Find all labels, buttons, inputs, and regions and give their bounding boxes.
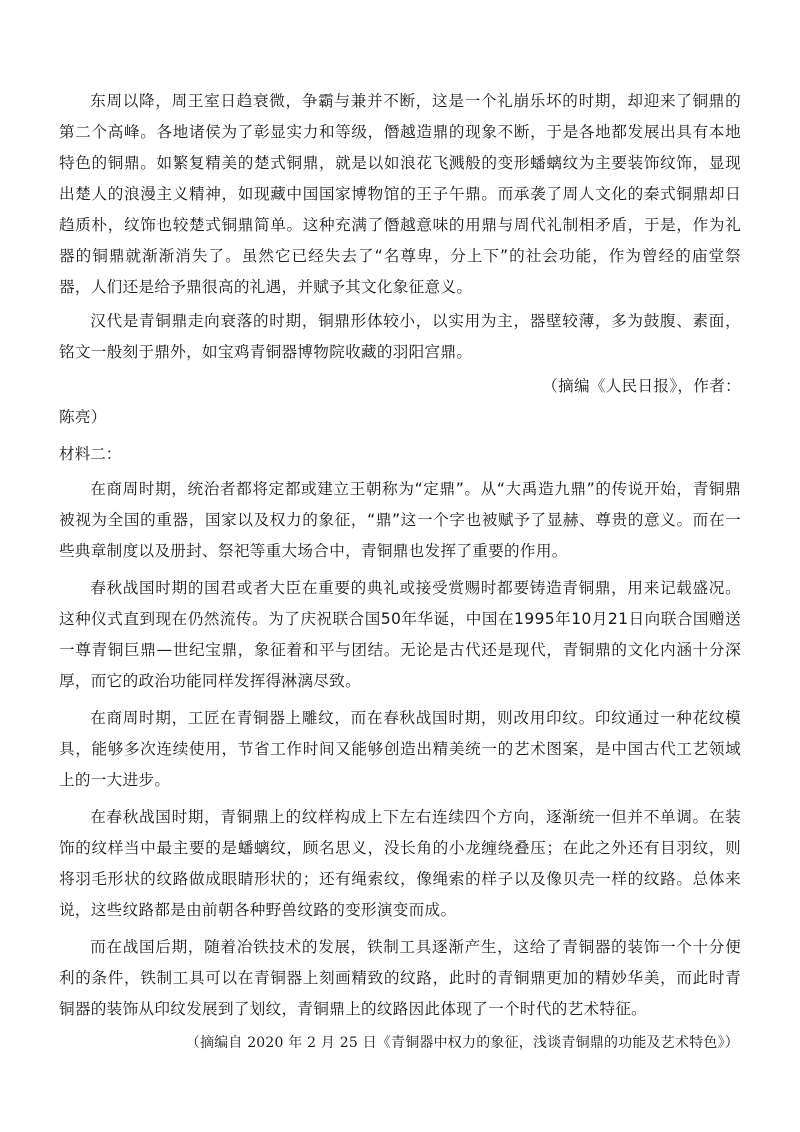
- material2-paragraph-1: 在商周时期，统治者都将定都或建立王朝称为“定鼎”。从“大禹造九鼎”的传说开始，青铜鼎被视为全国的重器，国家以及权力的象征，“鼎”这一个字也被赋予了显赫、尊贵的意义。而在一些典章制度以及册封、祭祀等重大场合中，青铜鼎也发挥了重要的作用。: [59, 480, 741, 560]
- material2-paragraph-5: 而在战国后期，随着冶铁技术的发展，铁制工具逐渐产生，这给了青铜器的装饰一个十分便利的条件，铁制工具可以在青铜器上刻画精致的纹路，此时的青铜鼎更加的精妙华美，而此时青铜器的装饰从印纹发展到了划纹，青铜鼎上的纹路因此体现了一个时代的艺术特征。: [59, 938, 741, 1018]
- material2-paragraph-4: 在春秋战国时期，青铜鼎上的纹样构成上下左右连续四个方向，逐渐统一但并不单调。在装饰的纹样当中最主要的是蟠螭纹，顾名思义，没长角的小龙缠绕叠压；在此之外还有目羽纹，则将羽毛形状的纹路做成眼睛形状的；还有绳索纹，像绳索的样子以及像贝壳一样的纹路。总体来说，这些纹路都是由前朝各种野兽纹路的变形演变而成。: [59, 808, 741, 919]
- material2-paragraph-3: 在商周时期，工匠在青铜器上雕纹，而在春秋战国时期，则改用印纹。印纹通过一种花纹模具，能够多次连续使用，节省工作时间又能够创造出精美统一的艺术图案，是中国古代工艺领域上的一大进步。: [59, 709, 741, 789]
- document-page: [59, 86, 741, 1057]
- material1-paragraph-2: 汉代是青铜鼎走向衰落的时期，铜鼎形体较小，以实用为主，器壁较薄，多为鼓腹、素面，铭文一般刻于鼎外，如宝鸡青铜器博物院收藏的羽阳宫鼎。: [59, 312, 741, 361]
- material1-attribution: （摘编《人民日报》，作者：: [542, 377, 741, 395]
- material1-attribution-author: 陈亮）: [59, 408, 107, 426]
- material2-label: 材料二：: [59, 445, 122, 463]
- material1-paragraph-1: 东周以降，周王室日趋衰微，争霸与兼并不断，这是一个礼崩乐坏的时期，却迎来了铜鼎的第二个高峰。各地诸侯为了彰显实力和等级，僭越造鼎的现象不断，于是各地都发展出具有本地特色的铜鼎。如繁复精美的楚式铜鼎，就是以如浪花飞溅般的变形蟠螭纹为主要装饰纹饰，显现出楚人的浪漫主义精神，如现藏中国国家博物馆的王子午鼎。而承袭了周人文化的秦式铜鼎却日趋质朴，纹饰也较楚式铜鼎简单。这种充满了僭越意味的用鼎与周代礼制相矛盾，于是，作为礼器的铜鼎就渐渐消失了。虽然它已经失去了“名尊卑，分上下”的社会功能，作为曾经的庙堂祭器，人们还是给予鼎很高的礼遇，并赋予其文化象征意义。: [59, 92, 741, 296]
- material2-paragraph-2: 春秋战国时期的国君或者大臣在重要的典礼或接受赏赐时都要铸造青铜鼎，用来记载盛况。这种仪式直到现在仍然流传。为了庆祝联合国50年华诞，中国在1995年10月21日向联合国赠送一尊青铜巨鼎—世纪宝鼎，象征着和平与团结。无论是古代还是现代，青铜鼎的文化内涵十分深厚，而它的政治功能同样发挥得淋漓尽致。: [59, 579, 741, 690]
- material2-attribution: （摘编自 2020 年 2 月 25 日《青铜器中权力的象征，浅谈青铜鼎的功能及艺术特色》）: [185, 1035, 739, 1051]
